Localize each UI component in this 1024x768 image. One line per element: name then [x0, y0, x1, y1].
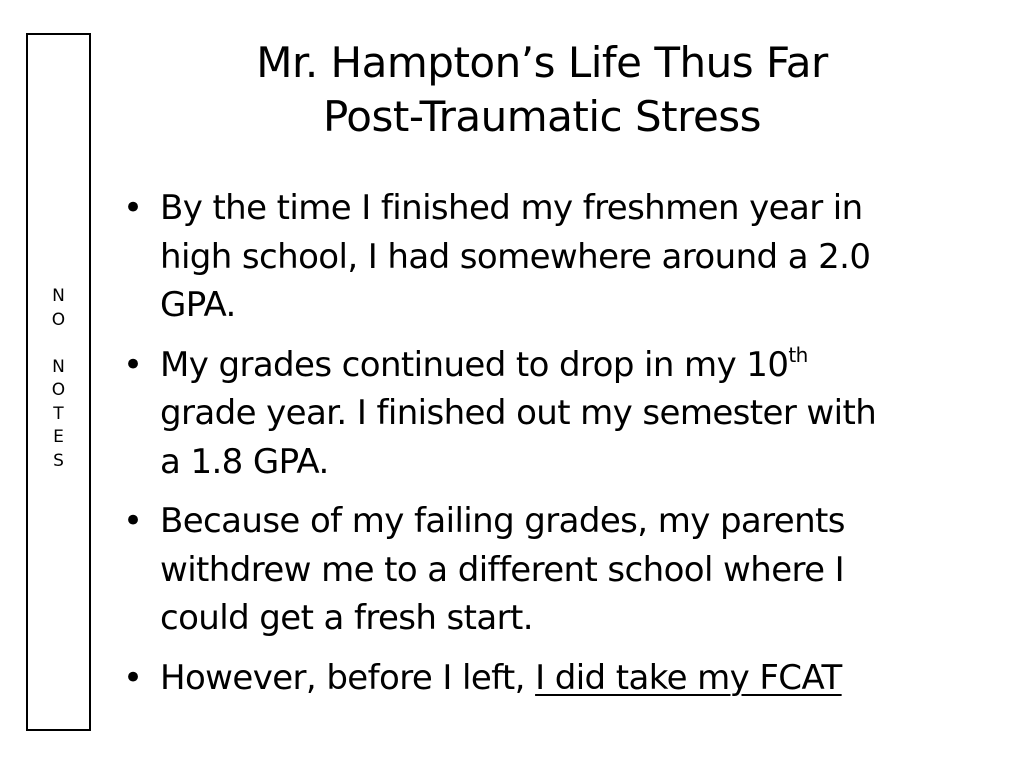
no-notes-letter: T [53, 403, 64, 424]
no-notes-label [28, 285, 89, 473]
bullet-dot: • [123, 344, 143, 385]
no-notes-box [26, 33, 91, 731]
slide-title-line-1: Mr. Hampton’s Life Thus Far [256, 38, 828, 87]
bullet-text: However, before I left, [160, 657, 536, 698]
no-notes-letter: E [53, 427, 64, 447]
bullet-line: GPA. [160, 285, 236, 325]
no-notes-letter: O [51, 309, 66, 330]
bullet-dot: • [123, 657, 143, 698]
bullet-line: withdrew me to a different school where I [160, 549, 845, 590]
bullet-line: Because of my failing grades, my parents [160, 501, 845, 541]
bullet-item [117, 654, 987, 703]
slide-title-line-2: Post-Traumatic Stress [322, 92, 762, 141]
bullet-dot: • [123, 501, 143, 541]
slide-title [120, 36, 964, 144]
underlined-text: I did take my FCAT [535, 657, 842, 698]
bullet-line: could get a fresh start. [160, 598, 533, 638]
no-notes-spacer [28, 332, 89, 356]
bullet-line: a 1.8 GPA. [160, 441, 329, 482]
bullet-item [117, 184, 987, 330]
bullet-line: grade year. I finished out my semester with [160, 393, 877, 433]
bullet-line [160, 654, 987, 703]
bullet-line: By the time I finished my freshmen year in [160, 188, 863, 228]
bullet-dot: • [123, 188, 143, 228]
no-notes-letter: O [51, 380, 66, 400]
bullet-line [160, 341, 987, 390]
bullet-item [117, 341, 987, 487]
no-notes-letter: N [52, 356, 65, 377]
bullet-item [117, 497, 987, 643]
bullet-text: My grades continued to drop in my 10 [160, 344, 789, 385]
no-notes-letter: S [53, 450, 64, 471]
bullet-line: high school, I had somewhere around a 2.0 [160, 236, 871, 277]
bullet-list [117, 184, 987, 713]
no-notes-letter: N [52, 286, 65, 306]
ordinal-superscript: th [788, 342, 808, 367]
